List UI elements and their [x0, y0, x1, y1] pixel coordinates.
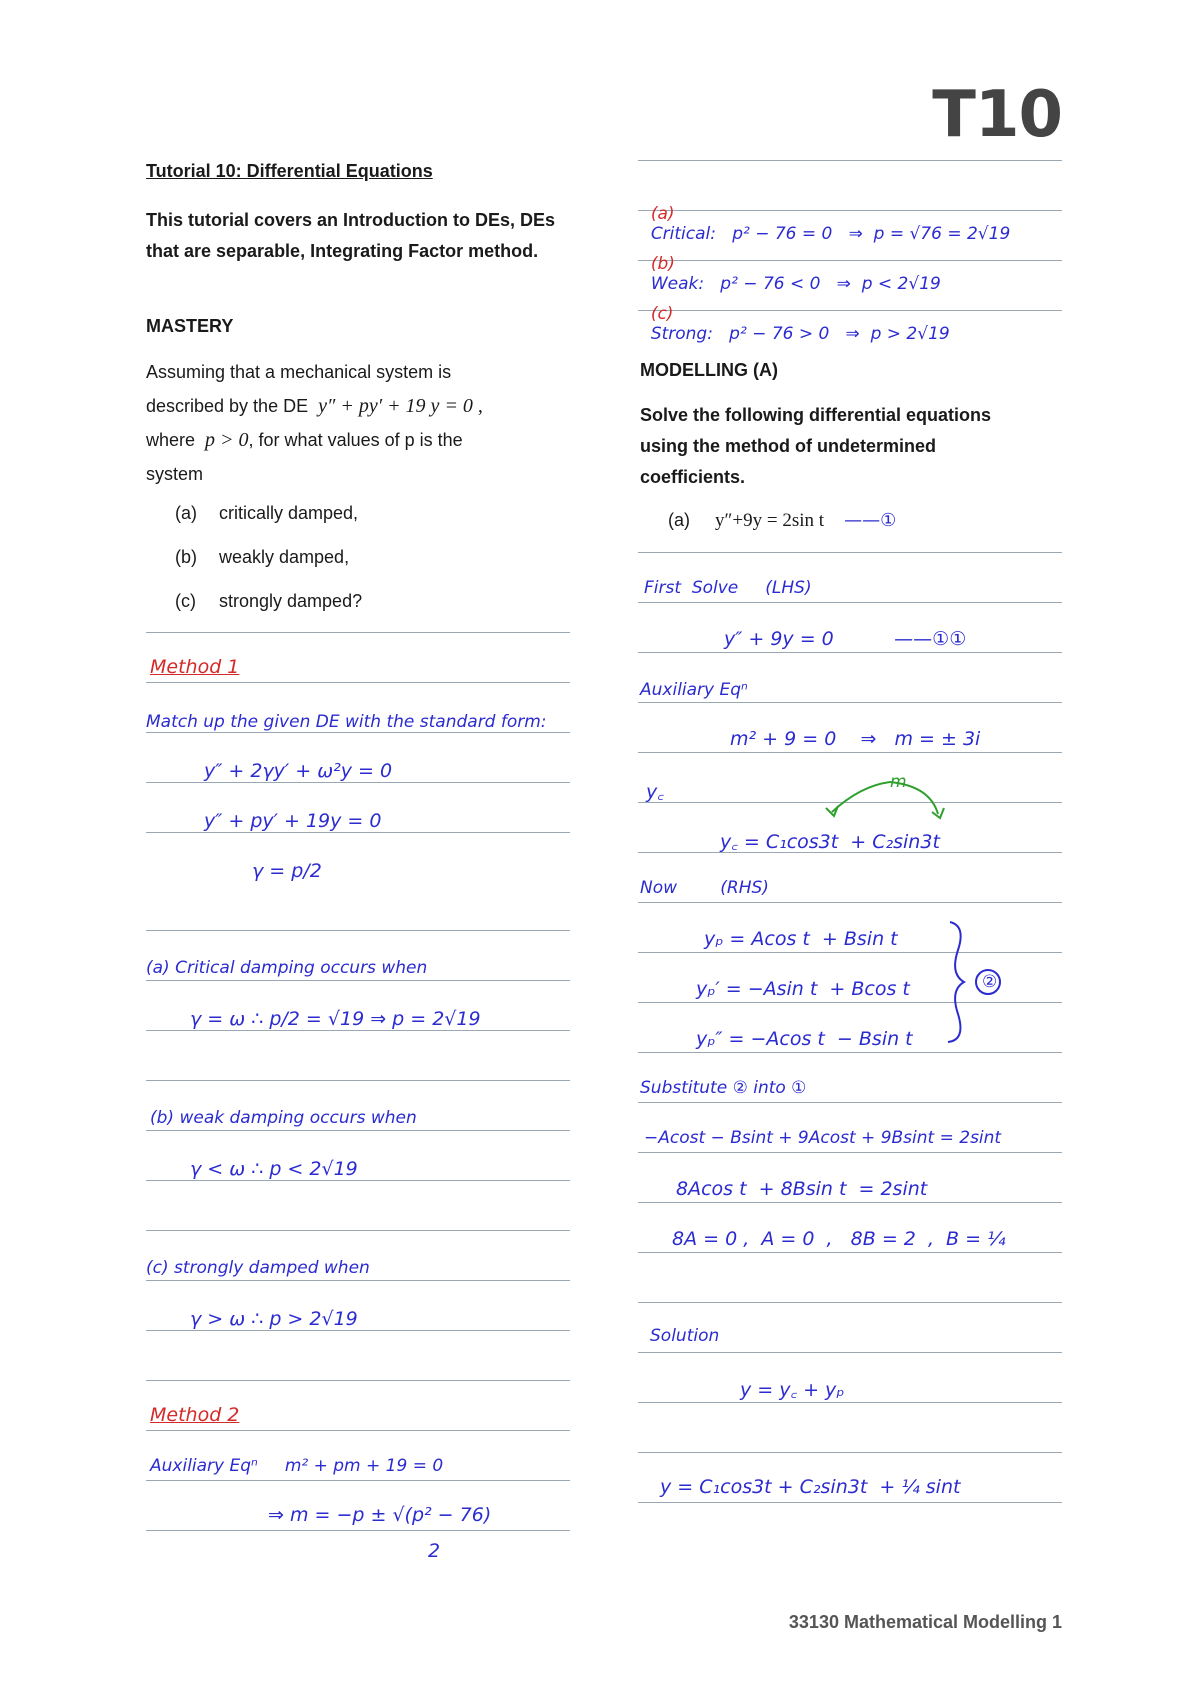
tutorial-title: Tutorial 10: Differential Equations [146, 161, 433, 181]
hw-right-a-label: (a) [650, 204, 675, 224]
ruled-line [146, 1280, 570, 1281]
hw-brace-tag: ② [982, 972, 998, 992]
part-a-tag: ——① [844, 510, 897, 531]
part-a-label: (a) [668, 510, 690, 530]
item-text: weakly damped, [219, 547, 350, 567]
hw-part-b-heading: (b) weak damping occurs when [150, 1108, 417, 1128]
ruled-line [638, 652, 1062, 653]
hw-green-m: m [890, 772, 907, 792]
question-line-3-suffix: , for what values of p is the [248, 430, 463, 450]
hw-coefficients: 8A = 0 , A = 0 , 8B = 2 , B = ¼ [672, 1228, 1006, 1250]
ruled-line [146, 1130, 570, 1131]
question-line-1: Assuming that a mechanical system is [146, 362, 452, 382]
question-item-c [175, 591, 362, 612]
ruled-line [146, 682, 570, 683]
item-label: (a) [175, 503, 197, 523]
part-a-row [668, 510, 896, 532]
modelling-heading: MODELLING (A) [640, 360, 778, 380]
curly-brace [948, 922, 964, 1042]
ruled-line [146, 1080, 570, 1081]
ruled-line [146, 1030, 570, 1031]
ruled-line [146, 632, 570, 633]
hw-simplified-equation: 8Acos t + 8Bsin t = 2sint [676, 1178, 928, 1200]
hw-yp: yₚ = Acos t + Bsin t [704, 928, 898, 950]
ruled-line [146, 1430, 570, 1431]
ruled-line [146, 732, 570, 733]
question-line-2 [146, 389, 546, 423]
question-line-3-prefix: where [146, 430, 196, 450]
question-line-3 [146, 423, 546, 457]
ruled-line [146, 1230, 570, 1231]
question-item-b [175, 547, 349, 568]
ruled-line [638, 1052, 1062, 1053]
hw-yp-prime: yₚ′ = −Asin t + Bcos t [696, 978, 910, 1000]
ruled-line [146, 1330, 570, 1331]
ruled-line [638, 1452, 1062, 1453]
ruled-line [638, 1402, 1062, 1403]
item-text: strongly damped? [219, 591, 363, 611]
hw-part-a-heading [146, 958, 427, 978]
hw-gamma: γ = p/2 [252, 860, 322, 882]
hw-yc-label: y꜀ [646, 781, 664, 803]
hw-roots-denominator: 2 [428, 1540, 441, 1562]
hw-right-c-label: (c) [650, 304, 674, 324]
ruled-line [638, 1102, 1062, 1103]
question-line-2-prefix: described by the DE [146, 396, 309, 416]
ruled-line [146, 980, 570, 981]
ruled-line [638, 552, 1062, 553]
ruled-line [638, 1502, 1062, 1503]
item-label: (c) [175, 591, 196, 611]
hw-roots: ⇒ m = −p ± √(p² − 76) [268, 1504, 492, 1526]
ruled-line [638, 160, 1062, 161]
hw-right-c [640, 284, 950, 344]
hw-part-b-equation: γ < ω ∴ p < 2√19 [190, 1158, 358, 1180]
green-arrow-annotation [820, 772, 950, 822]
hw-solution-label: Solution [650, 1326, 720, 1346]
hw-right-b-label: (b) [650, 254, 675, 274]
hw-part-a-equation: γ = ω ∴ p/2 = √19 ⇒ p = 2√19 [190, 1008, 481, 1030]
hw-method-2: Method 2 [150, 1404, 240, 1426]
ruled-line [638, 1302, 1062, 1303]
ruled-line [638, 752, 1062, 753]
course-footer: 33130 Mathematical Modelling 1 [788, 1612, 1062, 1632]
hw-yp-double-prime: yₚ″ = −Acos t − Bsin t [696, 1028, 913, 1050]
page-code: T10 [932, 78, 1062, 152]
ruled-line [638, 602, 1062, 603]
hw-part-c-equation: γ > ω ∴ p > 2√19 [190, 1308, 358, 1330]
hw-final-solution: y = C₁cos3t + C₂sin3t + ¼ sint [660, 1476, 961, 1498]
hw-match-text: Match up the given DE with the standard form: [146, 712, 547, 732]
ruled-line [638, 1252, 1062, 1253]
part-a-equation: y″+9y = 2sin t [715, 510, 825, 531]
intro-text: This tutorial covers an Introduction to DEs, DEs that are separable, Integrating Factor method. [146, 210, 556, 261]
ruled-line [638, 702, 1062, 703]
hw-aux-label: Auxiliary Eqⁿ [640, 680, 748, 700]
hw-substitute: Substitute ② into ① [640, 1078, 807, 1098]
ruled-line [146, 1480, 570, 1481]
question-de: y″ + py′ + 19 y = 0 , [318, 395, 483, 417]
question-condition: p > 0 [205, 429, 249, 451]
hw-standard-form: y″ + 2γy′ + ω²y = 0 [204, 760, 393, 782]
green-arrow-left [832, 782, 890, 812]
hw-general-solution: y = y꜀ + yₚ [740, 1379, 845, 1401]
mastery-heading: MASTERY [146, 316, 234, 336]
ruled-line [638, 1352, 1062, 1353]
ruled-line [146, 1530, 570, 1531]
ruled-line [146, 832, 570, 833]
hw-part-a-text: (a) Critical damping occurs when [146, 958, 428, 978]
ruled-line [146, 782, 570, 783]
hw-right-b-text: Weak: p² − 76 < 0 ⇒ p < 2√19 [650, 274, 941, 294]
ruled-line [146, 1180, 570, 1181]
hw-given-de: y″ + py′ + 19y = 0 [204, 810, 382, 832]
hw-aux-eq: m² + 9 = 0 ⇒ m = ± 3i [730, 728, 981, 750]
hw-first-solve: First Solve (LHS) [644, 578, 812, 598]
hw-now: Now (RHS) [640, 878, 769, 898]
hw-auxiliary-equation: Auxiliary Eqⁿ m² + pm + 19 = 0 [150, 1456, 444, 1476]
question-line-4: system [146, 464, 204, 484]
hw-substituted-equation: −Acost − Bsint + 9Acost + 9Bsint = 2sint [644, 1128, 1002, 1148]
item-label: (b) [175, 547, 197, 567]
question-item-a [175, 503, 358, 524]
mastery-question [146, 355, 546, 491]
ruled-line [638, 1152, 1062, 1153]
brace-annotation [930, 916, 1010, 1046]
hw-homogeneous: y″ + 9y = 0 ——①① [724, 628, 967, 650]
hw-right-a-text: Critical: p² − 76 = 0 ⇒ p = √76 = 2√19 [650, 224, 1011, 244]
ruled-line [638, 902, 1062, 903]
ruled-line [146, 930, 570, 931]
hw-method-1: Method 1 [150, 656, 240, 678]
hw-right-c-text: Strong: p² − 76 > 0 ⇒ p > 2√19 [650, 324, 950, 344]
item-text: critically damped, [219, 503, 359, 523]
modelling-text: Solve the following differential equations using the method of undetermined coefficients. [640, 405, 992, 487]
hw-yc-equation: y꜀ = C₁cos3t + C₂sin3t [720, 831, 940, 853]
hw-part-c-heading: (c) strongly damped when [146, 1258, 370, 1278]
ruled-line [638, 1202, 1062, 1203]
ruled-line [146, 1380, 570, 1381]
